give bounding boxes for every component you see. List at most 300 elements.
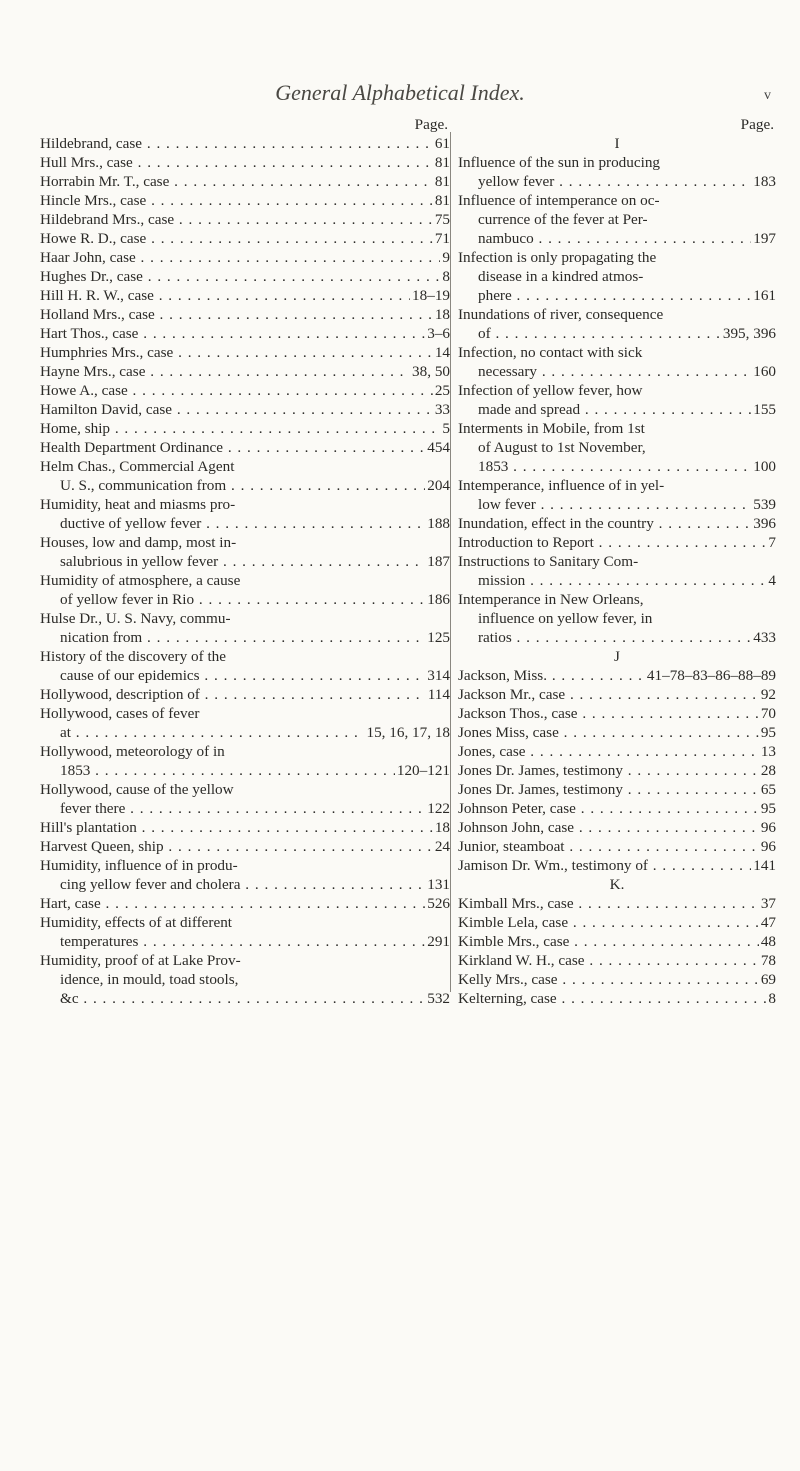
entry-line bbox=[40, 191, 450, 210]
page-number: 81 bbox=[434, 173, 450, 190]
page-number: 24 bbox=[434, 838, 450, 855]
entry-text: Hull Mrs., case . . . bbox=[40, 153, 433, 172]
entry-text: Infection is only propagating the bbox=[458, 249, 657, 266]
index-entry bbox=[40, 134, 450, 153]
entry-text: ratios . . . bbox=[478, 628, 751, 647]
page-number: 197 bbox=[753, 230, 776, 247]
entry-line bbox=[458, 552, 776, 571]
entry-line bbox=[458, 818, 776, 837]
page-number: 95 bbox=[760, 800, 776, 817]
entry-text: Hill H. R. W., case . . . bbox=[40, 286, 410, 305]
entry-line bbox=[458, 381, 776, 400]
index-entry bbox=[458, 305, 776, 343]
entry-text: influence on yellow fever, in bbox=[478, 610, 653, 627]
page-number: 100 bbox=[753, 458, 776, 475]
entry-text: Jones Dr. James, testimony . . . bbox=[458, 761, 759, 780]
page-number: 48 bbox=[760, 933, 776, 950]
index-entry bbox=[458, 248, 776, 305]
entry-text: Houses, low and damp, most in- bbox=[40, 534, 237, 551]
entry-line bbox=[40, 552, 450, 571]
index-entry bbox=[458, 514, 776, 533]
entry-text: Humidity, effects of at different bbox=[40, 914, 233, 931]
entry-text: Helm Chas., Commercial Agent bbox=[40, 458, 235, 475]
entry-text: Junior, steamboat . . . bbox=[458, 837, 759, 856]
entry-text: Infection, no contact with sick bbox=[458, 344, 643, 361]
index-entry bbox=[40, 856, 450, 894]
page-number: 75 bbox=[434, 211, 450, 228]
entry-line bbox=[458, 951, 776, 970]
page-number: 70 bbox=[760, 705, 776, 722]
entry-text: ductive of yellow fever . . . bbox=[60, 514, 425, 533]
entry-line bbox=[458, 248, 776, 267]
entry-text: Howe A., case . . . bbox=[40, 381, 433, 400]
page-number: 92 bbox=[760, 686, 776, 703]
page-number: 183 bbox=[753, 173, 776, 190]
section-letter: J bbox=[614, 648, 620, 665]
index-entry bbox=[458, 989, 776, 1008]
entry-line bbox=[40, 875, 450, 894]
entry-text: 1853 . . . bbox=[478, 457, 751, 476]
entry-text: Hollywood, meteorology of in bbox=[40, 743, 225, 760]
index-entry bbox=[458, 552, 776, 590]
entry-text: Jackson, Miss. . . . bbox=[458, 666, 645, 685]
entry-text: Hughes Dr., case . . . bbox=[40, 267, 440, 286]
entry-text: Jones Miss, case . . . bbox=[458, 723, 759, 742]
entry-line bbox=[40, 742, 450, 761]
entry-line bbox=[458, 856, 776, 875]
column-divider bbox=[450, 132, 451, 992]
entry-text: &c . . . bbox=[60, 989, 425, 1008]
entry-text: of August to 1st November, bbox=[478, 439, 646, 456]
entry-text: Jackson Mr., case . . . bbox=[458, 685, 759, 704]
entry-text: nambuco . . . bbox=[478, 229, 751, 248]
page-number: 18 bbox=[434, 306, 450, 323]
index-entry bbox=[458, 818, 776, 837]
entry-list bbox=[40, 134, 450, 1008]
entry-line bbox=[458, 343, 776, 362]
entry-line bbox=[40, 913, 450, 932]
entry-text: Instructions to Sanitary Com- bbox=[458, 553, 639, 570]
index-entry bbox=[40, 818, 450, 837]
page-number: 5 bbox=[442, 420, 450, 437]
page-mark: v bbox=[764, 88, 771, 103]
page-number: 125 bbox=[427, 629, 450, 646]
entry-text: Intemperance, influence of in yel- bbox=[458, 477, 665, 494]
page-number: 41–78–83–86–88–89 bbox=[646, 667, 776, 684]
index-entry bbox=[458, 837, 776, 856]
entry-text: Interments in Mobile, from 1st bbox=[458, 420, 645, 437]
entry-text: Kelly Mrs., case . . . bbox=[458, 970, 759, 989]
entry-line bbox=[40, 856, 450, 875]
page-number: 532 bbox=[427, 990, 450, 1007]
page-number: 18 bbox=[434, 819, 450, 836]
entry-text: Johnson Peter, case . . . bbox=[458, 799, 759, 818]
entry-line bbox=[458, 476, 776, 495]
index-entry bbox=[40, 210, 450, 229]
entry-text: nication from . . . bbox=[60, 628, 425, 647]
index-entry bbox=[40, 609, 450, 647]
entry-line bbox=[40, 134, 450, 153]
index-entry bbox=[40, 286, 450, 305]
entry-line bbox=[458, 970, 776, 989]
entry-line bbox=[458, 799, 776, 818]
index-entry bbox=[458, 153, 776, 191]
page-number: 8 bbox=[768, 990, 776, 1007]
index-entry bbox=[40, 704, 450, 742]
entry-text: Jones Dr. James, testimony . . . bbox=[458, 780, 759, 799]
entry-text: Johnson John, case . . . bbox=[458, 818, 759, 837]
page-number: 28 bbox=[760, 762, 776, 779]
section-letter: I bbox=[614, 135, 620, 152]
entry-line bbox=[458, 742, 776, 761]
entry-line bbox=[40, 419, 450, 438]
index-entry bbox=[40, 780, 450, 818]
entry-line bbox=[458, 837, 776, 856]
entry-text: necessary . . . bbox=[478, 362, 751, 381]
index-entry bbox=[40, 457, 450, 495]
entry-text: Intemperance in New Orleans, bbox=[458, 591, 644, 608]
entry-text: low fever . . . bbox=[478, 495, 751, 514]
page-number: 69 bbox=[760, 971, 776, 988]
page-number: 13 bbox=[760, 743, 776, 760]
entry-line bbox=[458, 400, 776, 419]
page-number: 8 bbox=[442, 268, 450, 285]
entry-line bbox=[40, 723, 450, 742]
index-entry bbox=[40, 951, 450, 1008]
entry-line bbox=[40, 609, 450, 628]
index-entry bbox=[458, 970, 776, 989]
entry-text: Influence of intemperance on oc- bbox=[458, 192, 660, 209]
entry-text: fever there . . . bbox=[60, 799, 425, 818]
entry-text: Haar John, case . . . bbox=[40, 248, 440, 267]
page-number: 96 bbox=[760, 838, 776, 855]
page-number: 539 bbox=[753, 496, 776, 513]
page-number: 4 bbox=[768, 572, 776, 589]
entry-text: cause of our epidemics . . . bbox=[60, 666, 425, 685]
index-entry bbox=[458, 476, 776, 514]
entry-line bbox=[40, 894, 450, 913]
entry-line bbox=[40, 476, 450, 495]
page-number: 81 bbox=[434, 192, 450, 209]
page-number: 120–121 bbox=[396, 762, 450, 779]
entry-text: Humidity of atmosphere, a cause bbox=[40, 572, 241, 589]
entry-text: Hamilton David, case . . . bbox=[40, 400, 433, 419]
index-entry bbox=[40, 362, 450, 381]
index-entry bbox=[40, 913, 450, 951]
entry-line bbox=[458, 210, 776, 229]
index-entry bbox=[40, 324, 450, 343]
index-entry bbox=[458, 343, 776, 381]
entry-line bbox=[40, 647, 450, 666]
index-entry bbox=[40, 229, 450, 248]
entry-line bbox=[458, 514, 776, 533]
entry-line bbox=[458, 191, 776, 210]
index-entry bbox=[40, 267, 450, 286]
page-number: 187 bbox=[427, 553, 450, 570]
entry-line bbox=[458, 362, 776, 381]
entry-line bbox=[40, 362, 450, 381]
entry-line bbox=[458, 305, 776, 324]
entry-text: Humidity, influence of in produ- bbox=[40, 857, 238, 874]
index-entry bbox=[458, 381, 776, 419]
index-entry bbox=[40, 571, 450, 609]
entry-text: Kelterning, case . . . bbox=[458, 989, 766, 1008]
entry-text: phere . . . bbox=[478, 286, 751, 305]
entry-text: currence of the fever at Per- bbox=[478, 211, 648, 228]
entry-line bbox=[40, 780, 450, 799]
page-title: General Alphabetical Index. bbox=[275, 80, 525, 105]
index-entry bbox=[458, 913, 776, 932]
entry-line bbox=[40, 837, 450, 856]
index-entry bbox=[458, 723, 776, 742]
index-entry bbox=[458, 191, 776, 248]
entry-line bbox=[40, 571, 450, 590]
entry-line bbox=[40, 229, 450, 248]
entry-line bbox=[40, 305, 450, 324]
entry-text: History of the discovery of the bbox=[40, 648, 227, 665]
index-entry bbox=[40, 172, 450, 191]
page-number: 131 bbox=[427, 876, 450, 893]
page-number: 122 bbox=[427, 800, 450, 817]
entry-line bbox=[40, 381, 450, 400]
page-number: 95 bbox=[760, 724, 776, 741]
index-entry bbox=[458, 856, 776, 875]
page-number: 81 bbox=[434, 154, 450, 171]
section-list bbox=[458, 134, 776, 1008]
entry-text: yellow fever . . . bbox=[478, 172, 751, 191]
index-entry bbox=[40, 400, 450, 419]
entry-line bbox=[40, 666, 450, 685]
index-entry bbox=[458, 799, 776, 818]
entry-line bbox=[458, 932, 776, 951]
index-entry bbox=[40, 438, 450, 457]
page-number: 454 bbox=[427, 439, 450, 456]
entry-line bbox=[458, 685, 776, 704]
entry-text: Hart Thos., case . . . bbox=[40, 324, 425, 343]
entry-line bbox=[458, 172, 776, 191]
entry-line bbox=[458, 495, 776, 514]
entry-line bbox=[458, 229, 776, 248]
entry-text: temperatures . . . bbox=[60, 932, 425, 951]
page-number: 526 bbox=[427, 895, 450, 912]
entry-line bbox=[40, 495, 450, 514]
entry-line bbox=[458, 438, 776, 457]
page-number: 65 bbox=[760, 781, 776, 798]
section-letter: K. bbox=[609, 876, 625, 893]
entry-text: of . . . bbox=[478, 324, 721, 343]
entry-text: Infection of yellow fever, how bbox=[458, 382, 643, 399]
entry-line bbox=[40, 951, 450, 970]
index-entry bbox=[40, 742, 450, 780]
entry-text: Hollywood, description of . . . bbox=[40, 685, 426, 704]
entry-line bbox=[458, 704, 776, 723]
index-entry bbox=[458, 742, 776, 761]
index-entry bbox=[40, 153, 450, 172]
index-entry bbox=[40, 685, 450, 704]
entry-text: Jackson Thos., case . . . bbox=[458, 704, 759, 723]
entry-line bbox=[458, 989, 776, 1008]
page-number: 18–19 bbox=[412, 287, 450, 304]
page-number: 7 bbox=[768, 534, 776, 551]
entry-text: Kimble Mrs., case . . . bbox=[458, 932, 759, 951]
index-entry bbox=[40, 533, 450, 571]
index-entry bbox=[40, 191, 450, 210]
page-number: 47 bbox=[760, 914, 776, 931]
entry-line bbox=[40, 248, 450, 267]
entry-text: 1853 . . . bbox=[60, 761, 395, 780]
entry-text: Howe R. D., case . . . bbox=[40, 229, 433, 248]
page-number: 33 bbox=[434, 401, 450, 418]
entry-text: Hildebrand, case . . . bbox=[40, 134, 433, 153]
page-number: 291 bbox=[427, 933, 450, 950]
index-entry bbox=[458, 704, 776, 723]
index-entry bbox=[458, 894, 776, 913]
page-number: 114 bbox=[427, 686, 450, 703]
entry-line bbox=[458, 628, 776, 647]
entry-line bbox=[40, 704, 450, 723]
entry-line bbox=[40, 818, 450, 837]
page-number: 160 bbox=[753, 363, 776, 380]
entry-text: Health Department Ordinance . . . bbox=[40, 438, 425, 457]
entry-text: Hayne Mrs., case . . . bbox=[40, 362, 410, 381]
entry-line bbox=[40, 514, 450, 533]
entry-line bbox=[40, 286, 450, 305]
entry-line bbox=[458, 913, 776, 932]
index-entry bbox=[458, 666, 776, 685]
entry-text: Horrabin Mr. T., case . . . bbox=[40, 172, 433, 191]
entry-text: Home, ship . . . bbox=[40, 419, 440, 438]
page-number: 141 bbox=[753, 857, 776, 874]
entry-text: disease in a kindred atmos- bbox=[478, 268, 644, 285]
entry-line bbox=[40, 324, 450, 343]
entry-text: Kimble Lela, case . . . bbox=[458, 913, 759, 932]
entry-text: of yellow fever in Rio . . . bbox=[60, 590, 425, 609]
entry-line bbox=[458, 153, 776, 172]
page-number: 186 bbox=[427, 591, 450, 608]
page-number: 96 bbox=[760, 819, 776, 836]
index-entry bbox=[40, 419, 450, 438]
entry-line bbox=[458, 267, 776, 286]
entry-line bbox=[458, 324, 776, 343]
entry-text: salubrious in yellow fever . . . bbox=[60, 552, 425, 571]
index-column-right bbox=[458, 115, 776, 1008]
page-number: 188 bbox=[427, 515, 450, 532]
entry-text: Hart, case . . . bbox=[40, 894, 425, 913]
index-entry bbox=[40, 381, 450, 400]
entry-text: Inundations of river, consequence bbox=[458, 306, 664, 323]
index-entry bbox=[458, 419, 776, 476]
page-number: 161 bbox=[753, 287, 776, 304]
entry-text: Humidity, proof of at Lake Prov- bbox=[40, 952, 241, 969]
entry-text: Holland Mrs., case . . . bbox=[40, 305, 433, 324]
entry-line bbox=[458, 533, 776, 552]
page-number: 15, 16, 17, 18 bbox=[366, 724, 450, 741]
entry-line bbox=[458, 571, 776, 590]
entry-text: cing yellow fever and cholera . . . bbox=[60, 875, 425, 894]
entry-line bbox=[40, 932, 450, 951]
entry-line bbox=[40, 400, 450, 419]
entry-text: Hincle Mrs., case . . . bbox=[40, 191, 433, 210]
entry-line bbox=[40, 761, 450, 780]
entry-text: Harvest Queen, ship . . . bbox=[40, 837, 433, 856]
page-number: 204 bbox=[427, 477, 450, 494]
entry-line bbox=[40, 590, 450, 609]
entry-text: Jones, case . . . bbox=[458, 742, 759, 761]
index-entry bbox=[458, 685, 776, 704]
index-entry bbox=[40, 305, 450, 324]
entry-text: Humidity, heat and miasms pro- bbox=[40, 496, 236, 513]
entry-text: mission . . . bbox=[478, 571, 766, 590]
entry-line bbox=[40, 799, 450, 818]
entry-text: Hildebrand Mrs., case . . . bbox=[40, 210, 433, 229]
entry-line bbox=[40, 989, 450, 1008]
entry-line bbox=[458, 609, 776, 628]
page-number: 396 bbox=[753, 515, 776, 532]
entry-line bbox=[40, 628, 450, 647]
entry-line bbox=[458, 590, 776, 609]
entry-line bbox=[458, 780, 776, 799]
entry-line bbox=[458, 723, 776, 742]
page-column-label: Page. bbox=[740, 116, 774, 133]
entry-line bbox=[458, 419, 776, 438]
page-number: 314 bbox=[427, 667, 450, 684]
entry-text: Humphries Mrs., case . . . bbox=[40, 343, 433, 362]
entry-line bbox=[40, 267, 450, 286]
page-number: 14 bbox=[434, 344, 450, 361]
index-entry bbox=[458, 932, 776, 951]
index-entry bbox=[40, 495, 450, 533]
page-number: 395, 396 bbox=[722, 325, 776, 342]
index-entry bbox=[40, 894, 450, 913]
entry-text: made and spread . . . bbox=[478, 400, 751, 419]
entry-text: Hulse Dr., U. S. Navy, commu- bbox=[40, 610, 231, 627]
index-column-left bbox=[40, 115, 450, 1008]
entry-line bbox=[40, 343, 450, 362]
page-number: 61 bbox=[434, 135, 450, 152]
entry-line bbox=[40, 153, 450, 172]
entry-text: at . . . bbox=[60, 723, 364, 742]
page-number: 38, 50 bbox=[412, 363, 450, 380]
entry-line bbox=[40, 533, 450, 552]
entry-line bbox=[40, 210, 450, 229]
entry-line bbox=[40, 970, 450, 989]
index-entry bbox=[458, 951, 776, 970]
index-entry bbox=[40, 343, 450, 362]
page-column-label: Page. bbox=[414, 116, 448, 133]
entry-line bbox=[40, 438, 450, 457]
index-entry bbox=[40, 647, 450, 685]
entry-line bbox=[458, 286, 776, 305]
entry-line bbox=[40, 685, 450, 704]
entry-line bbox=[458, 894, 776, 913]
entry-text: Influence of the sun in producing bbox=[458, 154, 661, 171]
entry-text: Kirkland W. H., case . . . bbox=[458, 951, 759, 970]
index-entry bbox=[458, 590, 776, 647]
page-number: 433 bbox=[753, 629, 776, 646]
entry-line bbox=[40, 457, 450, 476]
entry-line bbox=[458, 761, 776, 780]
entry-text: Hollywood, cause of the yellow bbox=[40, 781, 234, 798]
entry-text: Hill's plantation . . . bbox=[40, 818, 433, 837]
entry-text: idence, in mould, toad stools, bbox=[60, 971, 239, 988]
page-number: 9 bbox=[442, 249, 450, 266]
page-number: 71 bbox=[434, 230, 450, 247]
entry-text: Jamison Dr. Wm., testimony of . . . bbox=[458, 856, 751, 875]
index-entry bbox=[458, 533, 776, 552]
page-number: 155 bbox=[753, 401, 776, 418]
entry-text: U. S., communication from . . . bbox=[60, 476, 425, 495]
index-entry bbox=[458, 780, 776, 799]
